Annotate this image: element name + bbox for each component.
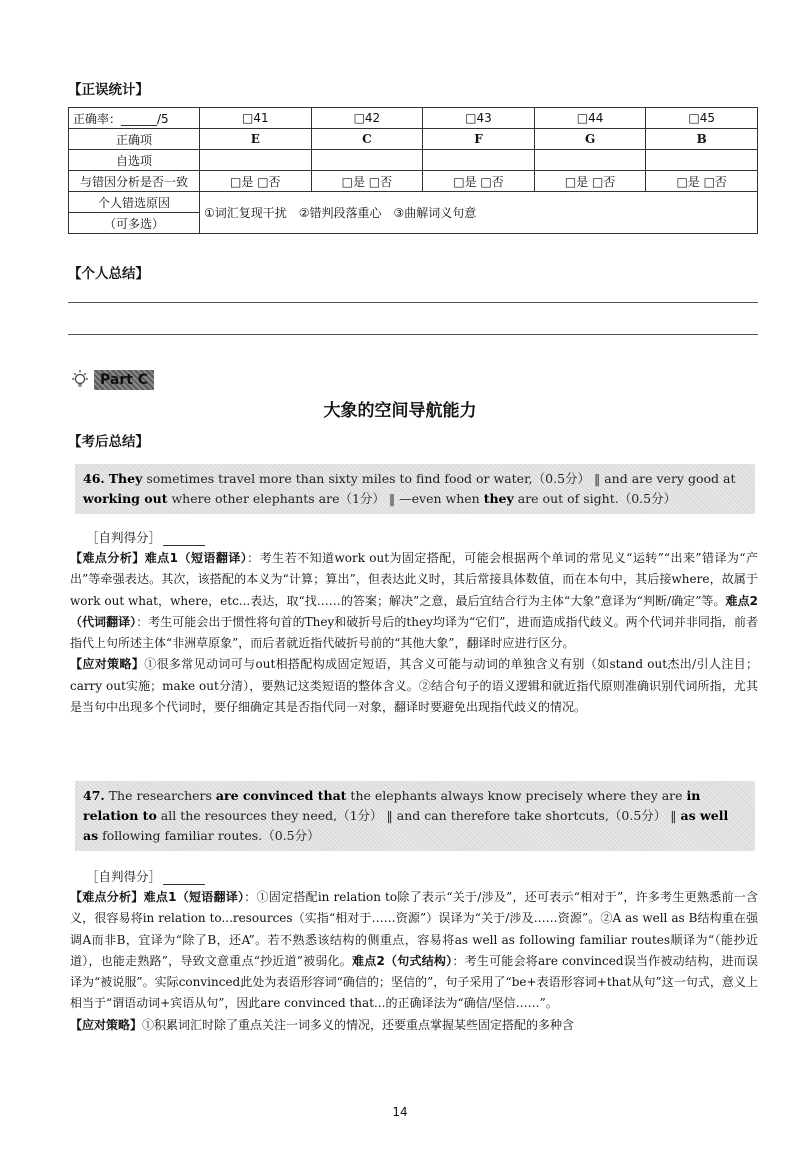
yes-no-checkbox-45[interactable]: □是 □否	[646, 171, 758, 192]
score-47	[86, 867, 205, 885]
analysis-text: ：①固定搭配in relation to除了表示“关于/涉及”，还可表示“相对于”，许多考生更熟悉前一含义，很容易将in relation to...resources（实指“相对于……资源”）误译为“关于/涉及……资源”。②A as well as B结构重在强调A而非B，宜译为“除了B，还A”。若不熟悉该结构的侧重点，容易将as well as following familiar routes顺译为“（能抄近道），也能走熟路”，导致文意重点“抄近道”被弱化。	[70, 890, 758, 968]
chosen-45-cell[interactable]	[646, 150, 758, 171]
difficulty-heading: 难点2（句式结构）	[352, 953, 453, 968]
question-46-box	[75, 464, 755, 514]
yes-no-checkbox-42[interactable]: □是 □否	[311, 171, 423, 192]
difficulty-heading: 【难点分析】难点1（短语翻译）	[70, 890, 245, 904]
table-row	[69, 129, 758, 150]
analysis-46	[70, 548, 758, 718]
part-c-label: Part C	[94, 370, 154, 390]
part-c-header	[68, 368, 154, 392]
table-row	[69, 150, 758, 171]
writing-line[interactable]	[68, 334, 758, 335]
chosen-44-cell[interactable]	[534, 150, 646, 171]
q47-text: the elephants always know precisely where they are	[346, 788, 687, 803]
accuracy-label: 正确率：______/5	[69, 108, 200, 129]
strategy-heading: 【应对策略】	[70, 1017, 143, 1032]
exam-summary-heading: 【考后总结】	[68, 434, 149, 450]
q47-text: following familiar routes.（0.5分）	[98, 828, 320, 843]
analysis-text: ：考生可能会出于惯性将句首的They和破折号后的they均译为“它们”，进而造成指代歧义。两个代词并非同指，前者指代上句所述主体“非洲草原象”，而后者就近指代破折号前的“其他大象”，翻译时应进行区分。	[70, 614, 758, 651]
strategy-heading: 【应对策略】	[70, 657, 145, 672]
difficulty-heading: 【难点分析】难点1（短语翻译）	[70, 551, 248, 565]
q47-number: 47.	[83, 788, 105, 803]
q43-checkbox[interactable]: □43	[423, 108, 535, 129]
consistency-label: 与错因分析是否一致	[69, 171, 200, 192]
q44-checkbox[interactable]: □44	[534, 108, 646, 129]
strategy-text: ①积累词汇时除了重点关注一词多义的情况，还要重点掌握某些固定搭配的多种含	[142, 1017, 575, 1032]
stats-table	[68, 107, 758, 234]
answer-45: B	[646, 129, 758, 150]
q47-text: The researchers	[104, 788, 216, 803]
score-label: ［自判得分］	[86, 530, 162, 545]
analysis-text: ：考生若不知道work out为固定搭配，可能会根据两个单词的常见义“运转”“出来”错译为“产出”等牵强表达。其次，该搭配的本义为“计算；算出”，但表达此义时，其后常接具体数值，而在本句中，其后接where，故属于work out what，where，etc...表达，取“找……的答案；解决”之意，最后宜结合行为主体“大象”意译为“判断/确定”等。	[70, 551, 758, 608]
answer-43: F	[423, 129, 535, 150]
score-47-blank[interactable]	[163, 869, 205, 885]
q41-checkbox[interactable]: □41	[200, 108, 312, 129]
q45-checkbox[interactable]: □45	[646, 108, 758, 129]
score-46	[86, 528, 205, 546]
q46-number: 46.	[83, 471, 105, 486]
chosen-42-cell[interactable]	[311, 150, 423, 171]
correct-answer-label: 正确项	[69, 129, 200, 150]
q46-they: They	[108, 471, 143, 486]
stats-heading: 【正误统计】	[68, 82, 149, 98]
q46-text: where other elephants are（1分） ‖ —even when	[167, 491, 484, 506]
difficulty-heading: 难点2（代词翻译）	[70, 593, 758, 629]
q46-working-out: working out	[83, 491, 168, 506]
q46-text: are out of sight.（0.5分）	[513, 491, 677, 506]
error-reason-label: 个人错选原因	[69, 192, 200, 213]
page-number: 14	[392, 1105, 408, 1119]
score-46-blank[interactable]	[163, 530, 205, 546]
answer-41: E	[200, 129, 312, 150]
answer-42: C	[311, 129, 423, 150]
strategy-text: ①很多常见动词可与out相搭配构成固定短语，其含义可能与动词的单独含义有别（如stand out杰出/引人注目；carry out实施；make out分清），要熟记这类短语的整体含义。②结合句子的语义逻辑和就近指代原则准确识别代词所指，尤其是当句中出现多个代词时，要仔细确定其是否指代同一对象，翻译时要避免出现指代歧义的情况。	[70, 657, 758, 715]
analysis-text: ：考生可能会将are convinced误当作被动结构，进而误译为“被说服”。实际convinced此处为表语形容词“确信的；坚信的”，句子采用了“be+表语形容词+that从句”这一句式，意义上相当于“谓语动词+宾语从句”，因此are convinced that...的正确译法为“确信/坚信……”。	[70, 953, 758, 1011]
q42-checkbox[interactable]: □42	[311, 108, 423, 129]
answer-44: G	[534, 129, 646, 150]
q47-text: all the resources they need,（1分） ‖ and can therefore take shortcuts,（0.5分） ‖	[156, 808, 681, 823]
multi-select-label: （可多选）	[69, 213, 200, 234]
score-label: ［自判得分］	[86, 869, 162, 884]
q47-as-well-as: as well as	[83, 808, 729, 843]
chosen-answer-label: 自选项	[69, 150, 200, 171]
q47-in-relation-to: in relation to	[83, 788, 701, 823]
chosen-43-cell[interactable]	[423, 150, 535, 171]
chosen-41-cell[interactable]	[200, 150, 312, 171]
table-row	[69, 171, 758, 192]
analysis-47	[70, 887, 758, 1036]
yes-no-checkbox-41[interactable]: □是 □否	[200, 171, 312, 192]
summary-heading: 【个人总结】	[68, 266, 149, 282]
q46-they-2: they	[483, 491, 514, 506]
q46-text: sometimes travel more than sixty miles to find food or water,（0.5分） ‖ and are very good at	[142, 471, 736, 486]
table-row	[69, 108, 758, 129]
yes-no-checkbox-44[interactable]: □是 □否	[534, 171, 646, 192]
lightbulb-icon	[68, 368, 92, 392]
article-title: 大象的空间导航能力	[323, 401, 477, 421]
yes-no-checkbox-43[interactable]: □是 □否	[423, 171, 535, 192]
question-47-box	[75, 781, 755, 851]
q47-are-convinced-that: are convinced that	[215, 788, 347, 803]
error-reason-options[interactable]: ①词汇复现干扰 ②错判段落重心 ③曲解词义句意	[200, 192, 758, 234]
table-row	[69, 192, 758, 213]
writing-line[interactable]	[68, 302, 758, 303]
